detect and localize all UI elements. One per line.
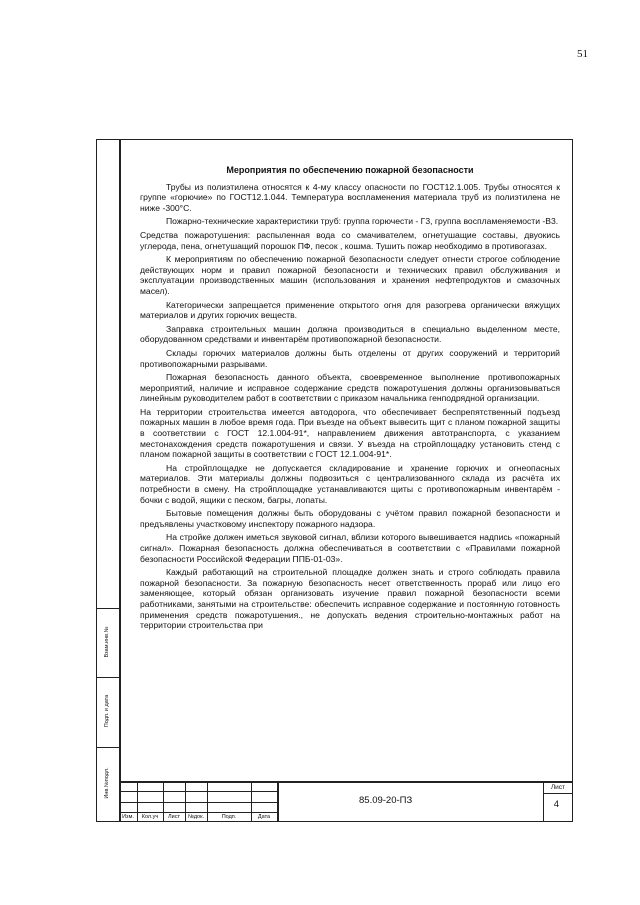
paragraph: Бытовые помещения должны быть оборудованы с учётом правил пожарной безопасности и предъявлены участковому инспектору пожарного надзора.: [140, 508, 560, 529]
side-label-replace-inv: Взам.инв.№: [104, 626, 110, 658]
paragraph: На территории строительства имеется автодорога, что обеспечивает беспрепятственный подъезд пожарных машин в любое время года. При въезде на объект вывесить щит с планом пожарной защиты в соответствии с ГОСТ 12.1.004-91*, направлением движения автотранспорта, с указанием местонахождения средств пожаротушения и связи. У въезда на стройплощадку установить стенд с планом пожарной защиты в соответствии с ГОСТ 12.1.004-91*.: [140, 406, 560, 460]
paragraph: К мероприятиям по обеспечению пожарной безопасности следует отнести строгое соблюдение действующих норм и правил пожарной безопасности и технических правил обслуживания и эксплуатации производственных машин (использования и хранения нефтепродуктов и смазочных масел).: [140, 254, 560, 296]
stamp-col-ndok: №док.: [187, 814, 205, 820]
title-block: [119, 781, 573, 822]
stamp-col-kol: Кол.уч: [141, 814, 159, 820]
side-cell-replace-inv: [96, 608, 119, 678]
document-body: [140, 165, 560, 634]
paragraph: Склады горючих материалов должны быть отделены от других сооружений и территорий противопожарными разрывами.: [140, 347, 560, 369]
paragraph: Заправка строительных машин должна производиться в специально выделенном месте, оборудованном средствами и инвентарём противопожарной безопасности.: [140, 323, 560, 345]
stamp-col-list: Лист: [168, 814, 180, 820]
stamp-col-podp: Подп.: [221, 814, 237, 820]
page-number: 51: [577, 48, 588, 60]
side-cell-orig-inv: [96, 748, 119, 822]
paragraph: Каждый работающий на строительной площадке должен знать и строго соблюдать правила пожарной безопасности. За пожарную безопасность несет ответственность прораб или лицо его заменяющее, который обязан организовать изучение правил пожарной безопасности всеми работниками, занятыми на строительстве: обеспечить исправное содержание и постоянную готовность применения средств пожаротушения., не допускать ведения строительно-монтажных работ на территории строительства при: [140, 567, 560, 631]
section-title: Мероприятия по обеспечению пожарной безопасности: [226, 165, 474, 175]
stamp-col-izm: Изм.: [122, 814, 134, 820]
paragraph: Средства пожаротушения: распыленная вода со смачивателем, огнетушащие составы, двуокись углерода, пена, огнетушащий порошок ПФ, песок , кошма. Тушить пожар необходимо в противогазах.: [140, 229, 560, 251]
paragraph: Категорически запрещается применение открытого огня для разогрева органически вяжущих материалов и других горючих веществ.: [140, 299, 560, 321]
side-label-orig-inv: Инв.№подл.: [104, 767, 110, 799]
sheet-number: 4: [553, 799, 559, 810]
paragraph: Трубы из полиэтилена относятся к 4-му классу опасности по ГОСТ12.1.005. Трубы относятся к группе «горючие» по ГОСТ12.1.044. Температура воспламенения материала труб из полиэтилена не ниже -300°С.: [140, 181, 560, 213]
paragraph: Пожарная безопасность данного объекта, своевременное выполнение противопожарных мероприятий, наличие и исправное содержание средств пожаротушения должны организовываться линейным руководителем работ в соответствии с приказом начальника генподрядной организации.: [140, 372, 560, 404]
stamp-col-data: Дата: [257, 814, 271, 820]
side-cell-sign-date: [96, 678, 119, 748]
frame-inner-border: [119, 139, 121, 822]
paragraph: На стройке должен иметься звуковой сигнал, вблизи которого вывешивается надпись «пожарный сигнал». Пожарная безопасность должна обеспечиваться в соответствии с «Правилами пожарной безопасности Российской Федерации ППБ-01-03».: [140, 532, 560, 564]
paragraph: Пожарно-технические характеристики труб: группа горючести - Г3, группа воспламеняемости -В3.: [166, 216, 559, 227]
document-code: 85.09-20-ПЗ: [359, 795, 413, 806]
paragraph: На стройплощадке не допускается складирование и хранение горючих и огнеопасных материалов. Эти материалы должны подвозиться с централизованного склада из расчёта их потребности в смену. На стройплощадке устанавливаются щиты с противопожарным инвентарём - бочки с водой, ящики с песком, багры, лопаты.: [140, 462, 560, 505]
sheet-label: Лист: [550, 784, 565, 791]
side-label-sign-date: Подп. и дата: [104, 694, 110, 728]
